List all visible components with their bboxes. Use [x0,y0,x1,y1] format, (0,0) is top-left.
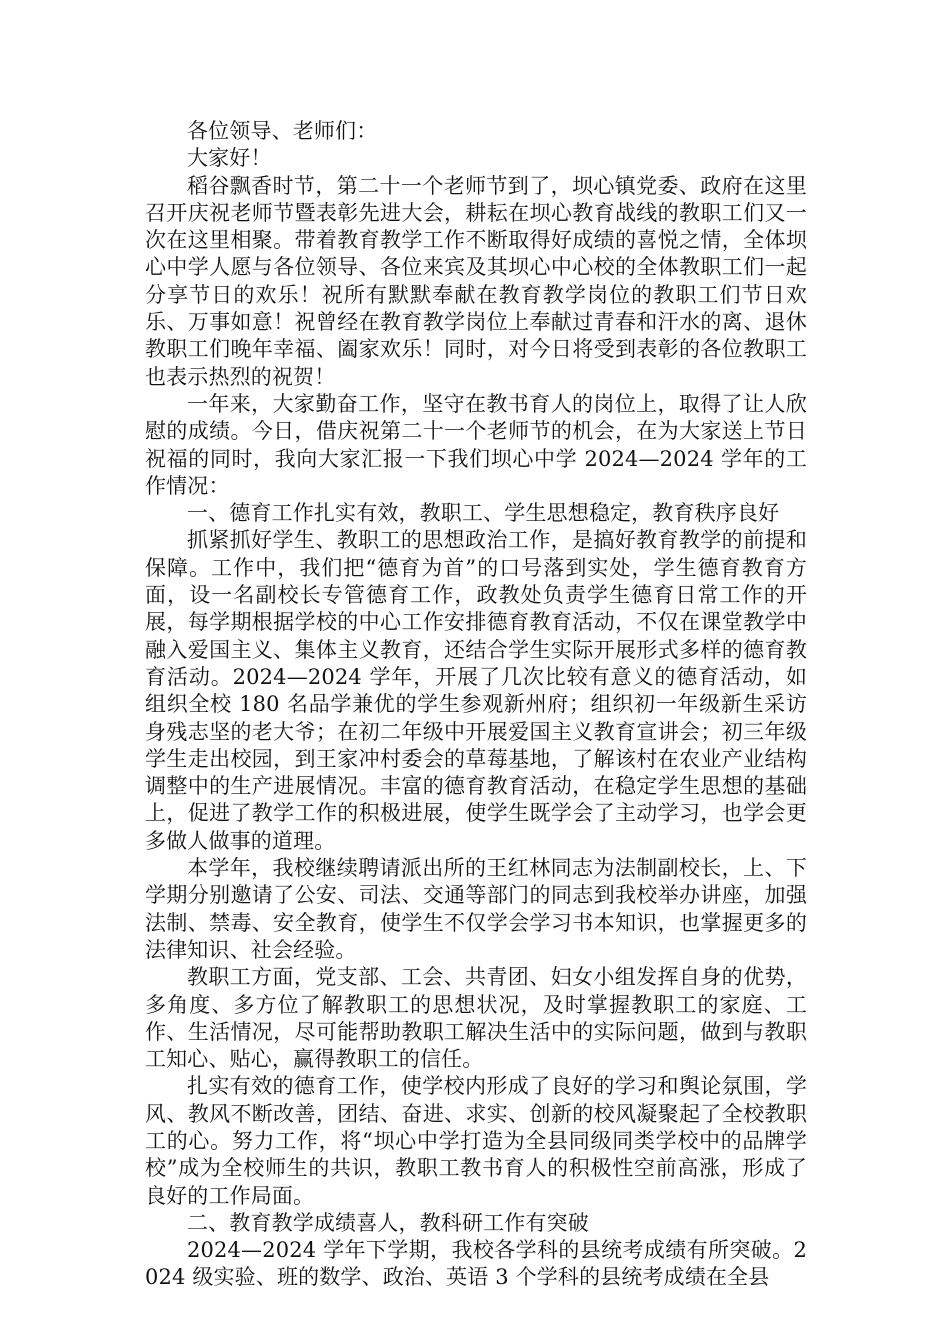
paragraph-moral-education: 抓紧抓好学生、教职工的思想政治工作，是搞好教育教学的前提和保障。工作中，我们把“德育为首”的口号落到实处，学生德育教育方面，设一名副校长专管德育工作，政教处负责学生德育日常工作的开展，每学期根据学校的中心工作安排德育教育活动，不仅在课堂教学中融入爱国主义、集体主义教育，还结合学生实际开展形式多样的德育教育活动。2024—2024 学年，开展了几次比较有意义的德育活动，如组织全校 180 名品学兼优的学生参观新州府；组织初一年级新生采访身残志坚的老大爷；在初二年级中开展爱国主义教育宣讲会；初三年级学生走出校园，到王家冲村委会的草莓基地，了解该村在农业产业结构调整中的生产进展情况。丰富的德育教育活动，在稳定学生思想的基础上，促进了教学工作的积极进展，使学生既学会了主动学习，也学会更多做人做事的道理。 [145,528,807,853]
paragraph-opening: 稻谷飘香时节，第二十一个老师节到了，坝心镇党委、政府在这里召开庆祝老师节暨表彰先进大会，耕耘在坝心教育战线的教职工们又一次在这里相聚。带着教育教学工作不断取得好成绩的喜悦之情，全体坝心中学人愿与各位领导、各位来宾及其坝心中心校的全体教职工们一起分享节日的欢乐！祝所有默默奉献在教育教学岗位的教职工们节日欢乐、万事如意！祝曾经在教育教学岗位上奉献过青春和汗水的离、退休教职工们晚年幸福、阖家欢乐！同时，对今日将受到表彰的各位教职工也表示热烈的祝贺！ [145,173,807,389]
salutation: 各位领导、老师们： [187,119,378,143]
paragraph-staff: 教职工方面，党支部、工会、共青团、妇女小组发挥自身的优势，多角度、多方位了解教职工的思想状况，及时掌握教职工的家庭、工作、生活情况，尽可能帮助教职工解决生活中的实际问题，做到与教职工知心、贴心，赢得教职工的信任。 [145,965,807,1072]
section-heading-moral-education: 一、德育工作扎实有效，教职工、学生思想稳定，教育秩序良好 [187,501,780,526]
paragraph-exam-results: 2024—2024 学年下学期，我校各学科的县统考成绩有所突破。2024 级实验、班的数学、政治、英语 3 个学科的县统考成绩在全县 [145,1238,807,1290]
paragraph-legal-education: 本学年，我校继续聘请派出所的王红林同志为法制副校长，上、下学期分别邀请了公安、司法、交通等部门的同志到我校举办讲座，加强法制、禁毒、安全教育，使学生不仅学会学习书本知识，也掌握更多的法律知识、社会经验。 [145,856,807,962]
paragraph-atmosphere: 扎实有效的德育工作，使学校内形成了良好的学习和舆论氛围，学风、教风不断改善，团结、奋进、求实、创新的校风凝聚起了全校教职工的心。努力工作，将“坝心中学打造为全县同级同类学校中的品牌学校”成为全校师生的共识，教职工教书育人的积极性空前高涨，形成了良好的工作局面。 [145,1074,807,1208]
greeting: 大家好！ [187,146,272,171]
paragraph-overview: 一年来，大家勤奋工作，坚守在教书育人的岗位上，取得了让人欣慰的成绩。今日，借庆祝第二十一个老师节的机会，在为大家送上节日祝福的同时，我向大家汇报一下我们坝心中学 2024—2024 学年的工作情况： [145,391,807,498]
document-body [145,118,807,1292]
section-heading-teaching: 二、教育教学成绩喜人，教科研工作有突破 [187,1210,589,1235]
